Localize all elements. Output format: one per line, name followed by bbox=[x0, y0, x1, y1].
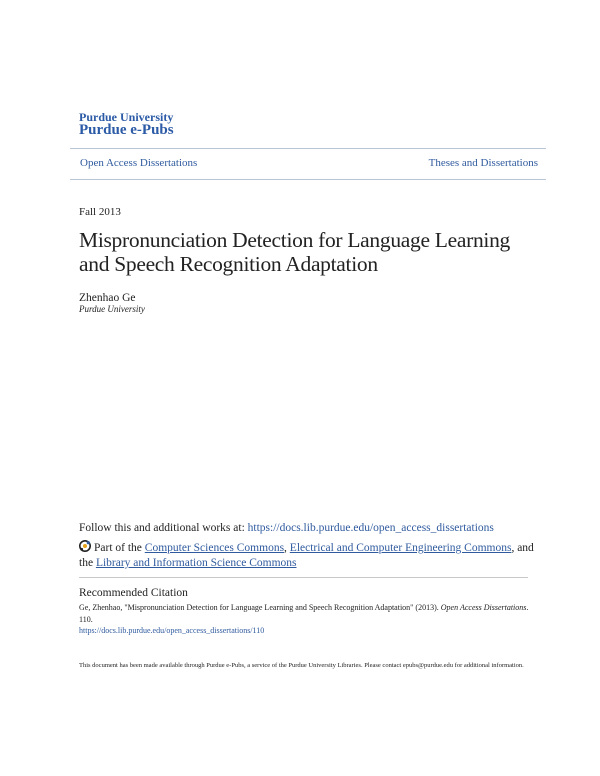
commons-network-icon bbox=[79, 540, 91, 552]
ece-commons-link[interactable]: Electrical and Computer Engineering Commons bbox=[289, 542, 512, 554]
breadcrumb-theses-and-dissertations[interactable]: Theses and Dissertations bbox=[428, 157, 538, 169]
follow-prefix: Follow this and additional works at: bbox=[79, 522, 245, 534]
citation-body: Ge, Zhenhao, "Mispronunciation Detection for Language Learning and Speech Recognition Adaptation" (2013). bbox=[79, 603, 439, 612]
author-affiliation: Purdue University bbox=[79, 304, 145, 314]
library-info-science-commons-link[interactable]: Library and Information Science Commons bbox=[95, 557, 297, 569]
repository-name[interactable]: Purdue e-Pubs bbox=[79, 122, 174, 138]
citation-text bbox=[79, 602, 529, 626]
collection-link[interactable]: https://docs.lib.purdue.edu/open_access_dissertations bbox=[247, 522, 494, 534]
publication-date: Fall 2013 bbox=[79, 206, 121, 218]
computer-sciences-commons-link[interactable]: Computer Sciences Commons bbox=[144, 542, 285, 554]
citation-series: Open Access Dissertations bbox=[440, 603, 527, 612]
follow-line bbox=[79, 522, 549, 534]
section-divider bbox=[79, 577, 528, 578]
institution-name[interactable]: Purdue University bbox=[79, 110, 174, 124]
separator-2: , and the bbox=[79, 542, 534, 569]
separator-1: , bbox=[284, 542, 287, 554]
document-title: Mispronunciation Detection for Language Learning and Speech Recognition Adaptation bbox=[79, 228, 510, 276]
part-of-commons bbox=[79, 540, 549, 571]
footer-note: This document has been made available through Purdue e-Pubs, a service of the Purdue University Libraries. Please contact epubs@purdue.edu for additional information. bbox=[79, 662, 524, 669]
author-name: Zhenhao Ge bbox=[79, 292, 136, 304]
recommended-citation-heading: Recommended Citation bbox=[79, 587, 188, 599]
part-of-prefix: Part of the bbox=[94, 542, 142, 554]
citation-url-link[interactable]: https://docs.lib.purdue.edu/open_access_dissertations/110 bbox=[79, 626, 265, 635]
breadcrumb-open-access-dissertations[interactable]: Open Access Dissertations bbox=[80, 157, 198, 169]
citation-number: . 110. bbox=[79, 603, 529, 624]
breadcrumb bbox=[70, 148, 546, 180]
